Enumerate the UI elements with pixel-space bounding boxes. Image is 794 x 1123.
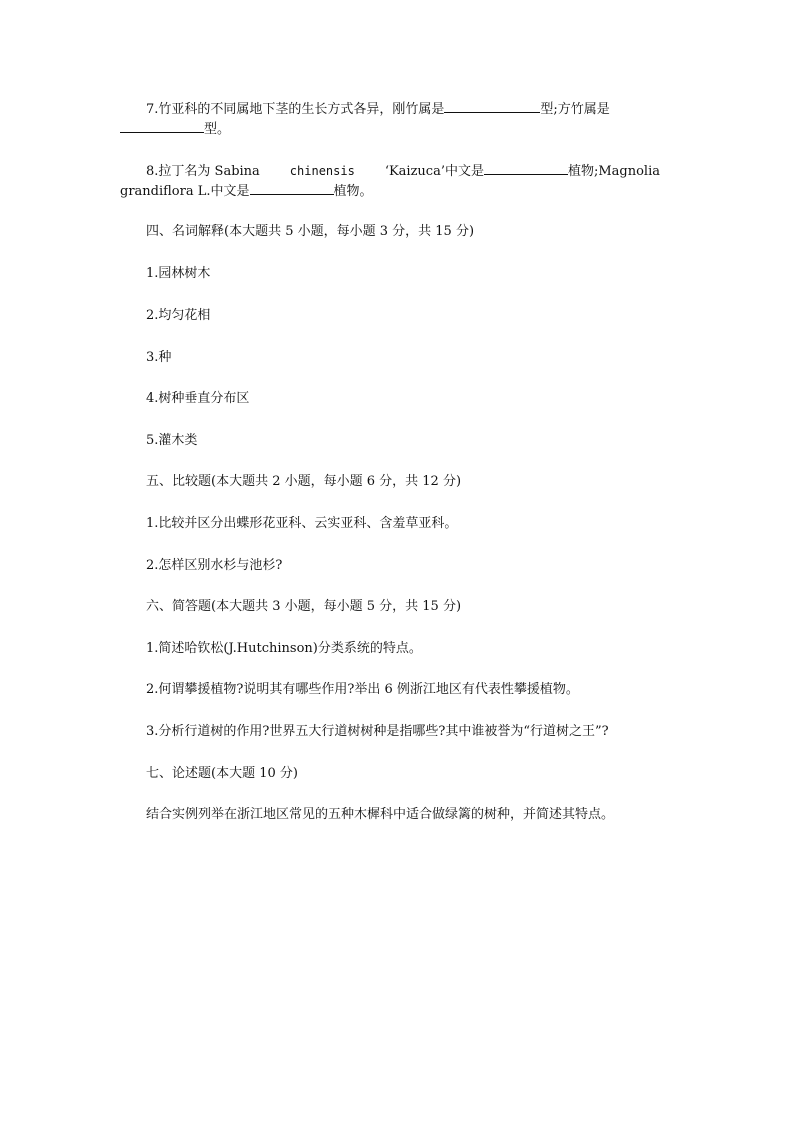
q8-line-2 [120, 181, 373, 201]
q8-blank-1 [484, 161, 568, 175]
section6-item-3: 3.分析行道树的作用?世界五大行道树树种是指哪些?其中谁被誉为“行道树之王”? [146, 724, 609, 739]
section4-heading: 四、名词解释(本大题共 5 小题，每小题 3 分，共 15 分) [146, 224, 475, 239]
q7-text-end: 型。 [204, 122, 231, 137]
section4-item-4: 4.树种垂直分布区 [146, 391, 250, 406]
section6-item-1: 1.简述哈钦松(J.Hutchinson)分类系统的特点。 [146, 641, 422, 656]
section7-heading: 七、论述题(本大题 10 分) [146, 766, 298, 781]
q8-line-1 [146, 161, 660, 181]
q8-blank-2 [250, 181, 334, 195]
section5-item-2: 2.怎样区别水杉与池杉? [146, 558, 283, 573]
q7-blank-2 [120, 119, 204, 133]
q7-text-1: 7.竹亚科的不同属地下茎的生长方式各异，刚竹属是 [146, 102, 445, 117]
q7-line-1 [146, 99, 610, 119]
section7-question: 结合实例列举在浙江地区常见的五种木樨科中适合做绿篱的树种，并简述其特点。 [146, 807, 615, 822]
section4-item-5: 5.灌木类 [146, 433, 198, 448]
q7-line-2 [120, 119, 230, 139]
q7-blank-1 [444, 99, 540, 113]
section4-item-1: 1.园林树木 [146, 266, 211, 281]
q8-text-5: grandiflora L.中文是 [120, 184, 250, 199]
section5-item-1: 1.比较并区分出蝶形花亚科、云实亚科、含羞草亚科。 [146, 516, 458, 531]
section6-heading: 六、简答题(本大题共 3 小题，每小题 5 分，共 15 分) [146, 599, 462, 614]
q8-text-4: 植物;Magnolia [567, 164, 660, 179]
section5-heading: 五、比较题(本大题共 2 小题，每小题 6 分，共 12 分) [146, 474, 462, 489]
q8-text-3: ‘Kaizuca’中文是 [384, 164, 484, 179]
section6-item-2: 2.何谓攀援植物?说明其有哪些作用?举出 6 例浙江地区有代表性攀援植物。 [146, 682, 579, 697]
q8-text-1: 8.拉丁名为 Sabina [146, 164, 260, 179]
q7-text-mid: 型;方竹属是 [540, 102, 610, 117]
q8-text-2: chinensis [289, 164, 355, 178]
section4-item-3: 3.种 [146, 350, 172, 365]
q8-text-6: 植物。 [333, 184, 373, 199]
section4-item-2: 2.均匀花相 [146, 308, 211, 323]
